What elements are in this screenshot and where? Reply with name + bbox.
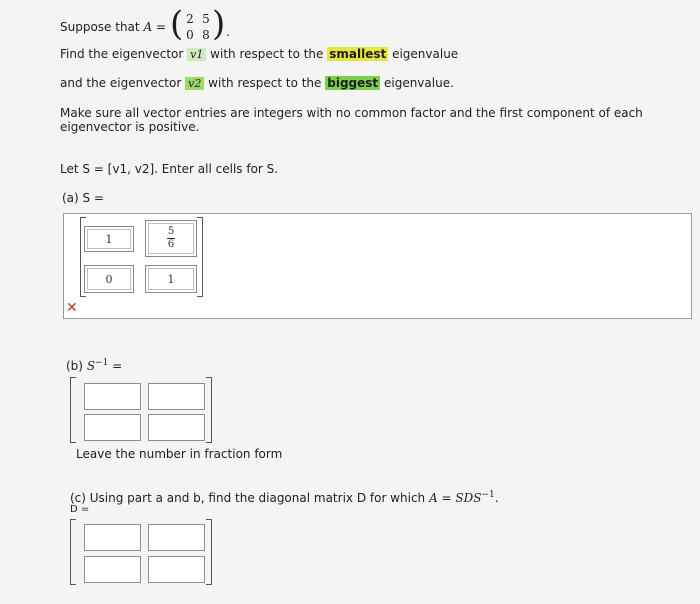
formula-exponent: −1 — [481, 490, 495, 500]
equals-sign: = — [112, 359, 123, 373]
s-cell-value: 1 — [105, 232, 113, 246]
matrix-s-right-bracket — [197, 217, 203, 297]
s-cell-r2c2[interactable] — [145, 265, 197, 293]
s-cell-r1c2[interactable] — [145, 220, 197, 257]
d-label: D = — [70, 504, 90, 515]
and-text: and the eigenvector — [60, 76, 182, 90]
equals-sign: = — [155, 20, 167, 34]
formula-lhs: A — [428, 491, 438, 505]
incorrect-x-icon: ✕ — [66, 300, 78, 316]
problem-intro — [60, 20, 166, 34]
matrix-symbol-a: A — [143, 20, 153, 34]
s-cell-value: 0 — [105, 272, 113, 286]
sinv-cell-r2c2[interactable] — [148, 414, 205, 441]
respect-text: with respect to the — [208, 76, 322, 90]
matrix-a-cell: 2 — [186, 12, 194, 26]
matrix-d-right-bracket — [206, 519, 212, 585]
right-paren: ) — [212, 4, 226, 44]
fraction-denominator: 6 — [167, 239, 175, 250]
eigenvalue-text: eigenvalue. — [383, 76, 454, 90]
sinv-cell-r1c2[interactable] — [148, 383, 205, 410]
d-cell-r2c2[interactable] — [148, 556, 205, 583]
biggest-highlight: biggest — [327, 76, 379, 90]
find-eigenvector-line — [60, 47, 458, 61]
inverse-exponent: −1 — [95, 358, 109, 368]
matrix-sinv-right-bracket — [206, 377, 212, 443]
v2-symbol: v2 — [185, 77, 204, 90]
matrix-d-left-bracket — [70, 519, 76, 585]
fraction — [167, 227, 175, 250]
matrix-a-cell: 5 — [202, 12, 210, 26]
smallest-highlight: smallest — [329, 47, 387, 61]
d-cell-r1c1[interactable] — [84, 524, 141, 551]
s-cell-r1c1[interactable] — [84, 226, 134, 252]
part-c-prefix: (c) Using part a and b, find the diagonal matrix D for which — [70, 491, 426, 505]
d-cell-r2c1[interactable] — [84, 556, 141, 583]
left-paren: ( — [170, 4, 184, 44]
period: . — [226, 25, 230, 39]
part-b-label — [66, 358, 122, 373]
suppose-text: Suppose that — [60, 20, 140, 34]
instruction-line-2: eigenvector is positive. — [60, 120, 200, 134]
part-c-text — [70, 490, 499, 505]
eigenvalue-text: eigenvalue — [392, 47, 459, 61]
part-b-prefix: (b) — [66, 359, 83, 373]
fraction-note: Leave the number in fraction form — [76, 447, 283, 461]
part-a-label: (a) S = — [62, 191, 105, 205]
d-cell-r1c2[interactable] — [148, 524, 205, 551]
matrix-a — [170, 4, 230, 45]
respect-text: with respect to the — [210, 47, 324, 61]
formula-equals: = — [441, 491, 452, 505]
v1-symbol: v1 — [187, 48, 206, 61]
fraction-numerator: 5 — [167, 226, 175, 237]
sinv-cell-r2c1[interactable] — [84, 414, 141, 441]
s-cell-r2c1[interactable] — [84, 265, 134, 293]
sinv-cell-r1c1[interactable] — [84, 383, 141, 410]
let-s-text: Let S = [v1, v2]. Enter all cells for S. — [60, 162, 279, 176]
period: . — [494, 491, 499, 505]
matrix-a-cell: 8 — [202, 28, 210, 42]
formula-rhs: SDS — [455, 491, 482, 505]
s-cell-value: 1 — [167, 272, 175, 286]
and-eigenvector-line — [60, 76, 454, 90]
s-symbol: S — [86, 359, 96, 373]
matrix-a-cell: 0 — [186, 28, 194, 42]
matrix-sinv-left-bracket — [70, 377, 76, 443]
instruction-line-1: Make sure all vector entries are integers with no common factor and the first component of each — [60, 106, 643, 120]
find-text: Find the eigenvector — [60, 47, 184, 61]
